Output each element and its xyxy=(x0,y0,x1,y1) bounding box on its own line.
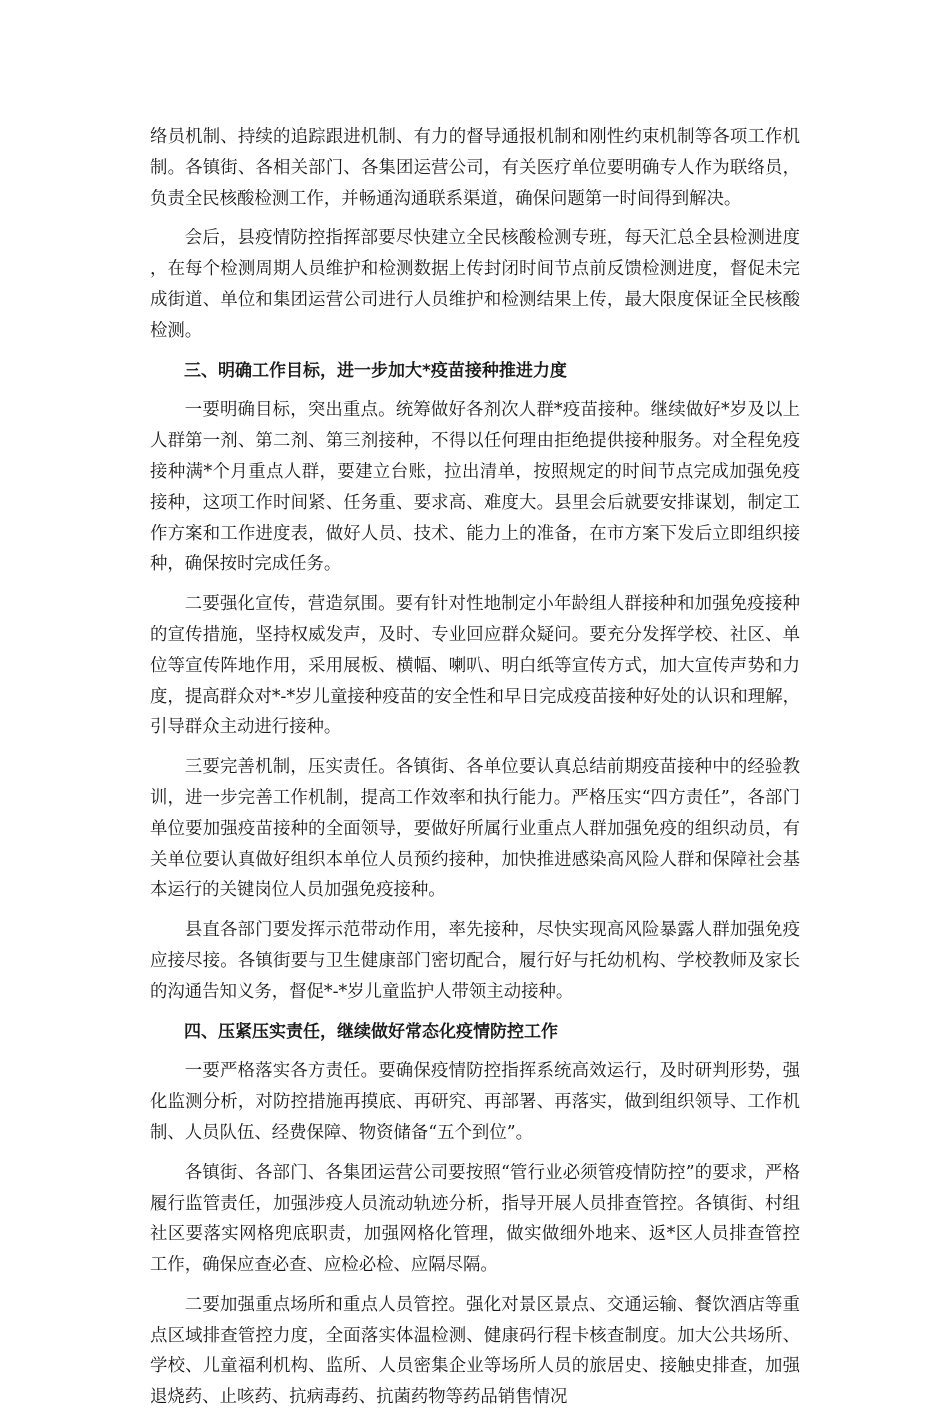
paragraph-5: 三要完善机制，压实责任。各镇街、各单位要认真总结前期疫苗接种中的经验教训，进一步完善工作机制，提高工作效率和执行能力。严格压实“四方责任”，各部门单位要加强疫苗接种的全面领导，要做好所属行业重点人群加强免疫的组织动员，有关单位要认真做好组织本单位人员预约接种，加快推进感染高风险人群和保障社会基本运行的关键岗位人员加强免疫接种。 xyxy=(150,757,800,901)
section-heading-3: 三、明确工作目标，进一步加大*疫苗接种推进力度 xyxy=(184,360,567,381)
paragraph-2: 会后，县疫情防控指挥部要尽快建立全民核酸检测专班，每天汇总全县检测进度，在每个检测周期人员维护和检测数据上传封闭时间节点前反馈检测进度，督促未完成街道、单位和集团运营公司进行人员维护和检测结果上传，最大限度保证全民核酸检测。 xyxy=(150,228,800,341)
section-heading-4: 四、压紧压实责任，继续做好常态化疫情防控工作 xyxy=(184,1021,558,1042)
paragraph-1: 络员机制、持续的追踪跟进机制、有力的督导通报机制和刚性约束机制等各项工作机制。各镇街、各相关部门、各集团运营公司，有关医疗单位要明确专人作为联络员，负责全民核酸检测工作，并畅通沟通联系渠道，确保问题第一时间得到解决。 xyxy=(150,127,800,209)
paragraph-9: 二要加强重点场所和重点人员管控。强化对景区景点、交通运输、餐饮酒店等重点区域排查管控力度，全面落实体温检测、健康码行程卡核查制度。加大公共场所、学校、儿童福利机构、监所、人员密集企业等场所人员的旅居史、接触史排查，加强退烧药、止咳药、抗病毒药、抗菌药物等药品销售情况 xyxy=(150,1294,800,1408)
document-page xyxy=(150,122,800,1422)
paragraph-7: 一要严格落实各方责任。要确保疫情防控指挥系统高效运行，及时研判形势，强化监测分析，对防控措施再摸底、再研究、再部署、再落实，做到组织领导、工作机制、人员队伍、经费保障、物资储备“五个到位”。 xyxy=(150,1061,800,1143)
paragraph-3: 一要明确目标，突出重点。统筹做好各剂次人群*疫苗接种。继续做好*岁及以上人群第一剂、第二剂、第三剂接种，不得以任何理由拒绝提供接种服务。对全程免疫接种满*个月重点人群，要建立台账，拉出清单，按照规定的时间节点完成加强免疫接种，这项工作时间紧、任务重、要求高、难度大。县里会后就要安排谋划，制定工作方案和工作进度表，做好人员、技术、能力上的准备，在市方案下发后立即组织接种，确保按时完成任务。 xyxy=(150,400,800,575)
paragraph-4: 二要强化宣传，营造氛围。要有针对性地制定小年龄组人群接种和加强免疫接种的宣传措施，坚持权威发声，及时、专业回应群众疑问。要充分发挥学校、社区、单位等宣传阵地作用，采用展板、横幅、喇叭、明白纸等宣传方式，加大宣传声势和力度，提高群众对*-*岁儿童接种疫苗的安全性和早日完成疫苗接种好处的认识和理解，引导群众主动进行接种。 xyxy=(150,594,800,738)
paragraph-8: 各镇街、各部门、各集团运营公司要按照“管行业必须管疫情防控”的要求，严格履行监管责任，加强涉疫人员流动轨迹分析，指导开展人员排查管控。各镇街、村组社区要落实网格兜底职责，加强网格化管理，做实做细外地来、返*区人员排查管控工作，确保应查必查、应检必检、应隔尽隔。 xyxy=(150,1162,800,1276)
paragraph-6: 县直各部门要发挥示范带动作用，率先接种，尽快实现高风险暴露人群加强免疫应接尽接。各镇街要与卫生健康部门密切配合，履行好与托幼机构、学校教师及家长的沟通告知义务，督促*-*岁儿童监护人带领主动接种。 xyxy=(150,920,800,1002)
